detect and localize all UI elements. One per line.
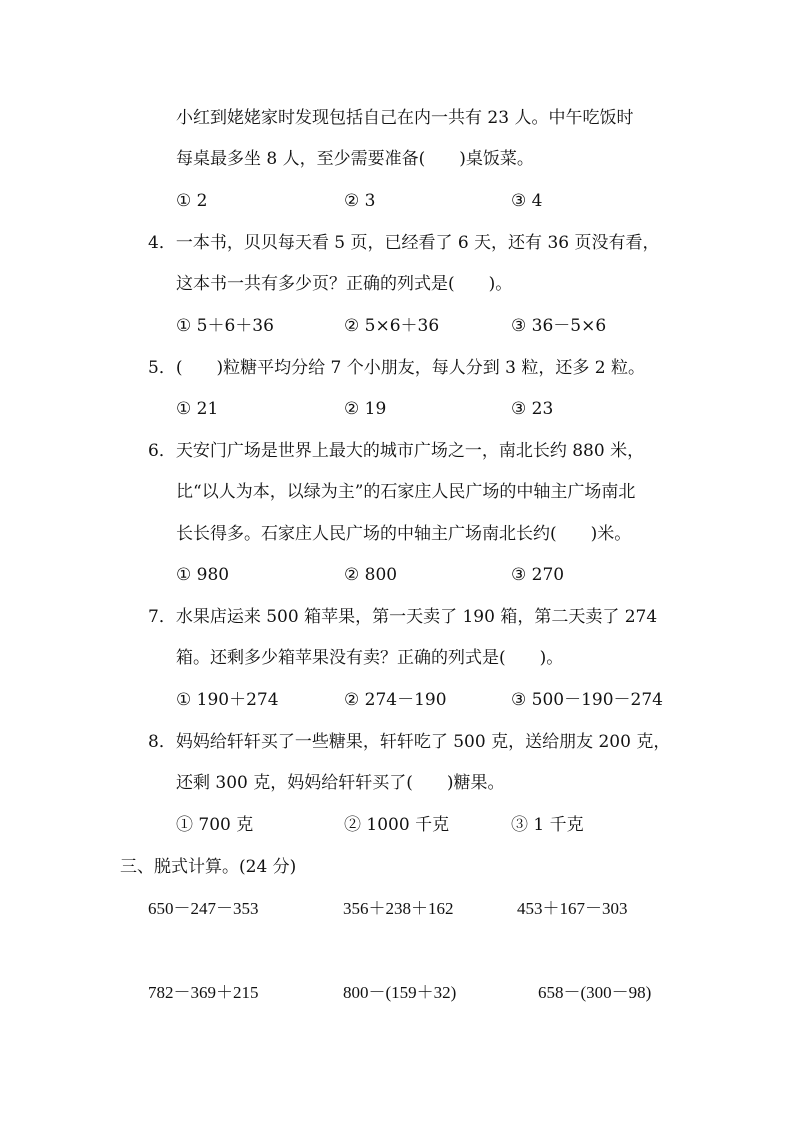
- q8-line-1: 8．妈妈给轩轩买了一些糖果，轩轩吃了 500 克，送给朋友 200 克，: [148, 732, 671, 752]
- calc-4: 782－369＋215: [148, 983, 259, 1002]
- q7-option-1: ① 190＋274: [176, 690, 279, 710]
- q3-option-3: ③ 4: [511, 191, 543, 211]
- q3-line-2: 每桌最多坐 8 人，至少需要准备( )桌饭菜。: [176, 149, 534, 169]
- q5-option-3: ③ 23: [511, 399, 554, 419]
- q6-line-1: 6．天安门广场是世界上最大的城市广场之一，南北长约 880 米，: [148, 441, 645, 461]
- q4-line-1: 4．一本书，贝贝每天看 5 页，已经看了 6 天，还有 36 页没有看，: [148, 233, 660, 253]
- q4-option-1: ① 5＋6＋36: [176, 316, 274, 336]
- q4-option-2: ② 5×6＋36: [344, 316, 440, 336]
- q5-option-1: ① 21: [176, 399, 219, 419]
- q8-line-2: 还剩 300 克，妈妈给轩轩买了( )糖果。: [176, 773, 505, 793]
- q8-option-2: ② 1000 千克: [344, 815, 450, 835]
- q3-line-1: 小红到姥姥家时发现包括自己在内一共有 23 人。中午吃饭时: [176, 108, 634, 128]
- calc-6: 658－(300－98): [538, 983, 652, 1002]
- q3-option-2: ② 3: [344, 191, 376, 211]
- q6-line-3: 长长得多。石家庄人民广场的中轴主广场南北长约( )米。: [176, 524, 632, 544]
- q6-option-3: ③ 270: [511, 565, 565, 585]
- q6-line-2: 比“以人为本，以绿为主”的石家庄人民广场的中轴主广场南北: [176, 482, 636, 502]
- q8-option-3: ③ 1 千克: [511, 815, 584, 835]
- q7-line-2: 箱。还剩多少箱苹果没有卖？正确的列式是( )。: [176, 648, 564, 668]
- q5-line-1: 5．( )粒糖平均分给 7 个小朋友，每人分到 3 粒，还多 2 粒。: [148, 358, 645, 378]
- q6-option-1: ① 980: [176, 565, 230, 585]
- q3-option-1: ① 2: [176, 191, 208, 211]
- q6-option-2: ② 800: [344, 565, 398, 585]
- calc-3: 453＋167－303: [517, 899, 628, 918]
- calc-5: 800－(159＋32): [343, 983, 457, 1002]
- q4-line-2: 这本书一共有多少页？正确的列式是( )。: [176, 274, 513, 294]
- q4-option-3: ③ 36－5×6: [511, 316, 607, 336]
- q7-option-2: ② 274－190: [344, 690, 447, 710]
- q5-option-2: ② 19: [344, 399, 387, 419]
- calc-2: 356＋238＋162: [343, 899, 454, 918]
- section-3-title: 三、脱式计算。(24 分): [120, 857, 297, 877]
- calc-1: 650－247－353: [148, 899, 259, 918]
- q7-line-1: 7．水果店运来 500 箱苹果，第一天卖了 190 箱，第二天卖了 274: [148, 607, 658, 627]
- q8-option-1: ① 700 克: [176, 815, 254, 835]
- q7-option-3: ③ 500－190－274: [511, 690, 663, 710]
